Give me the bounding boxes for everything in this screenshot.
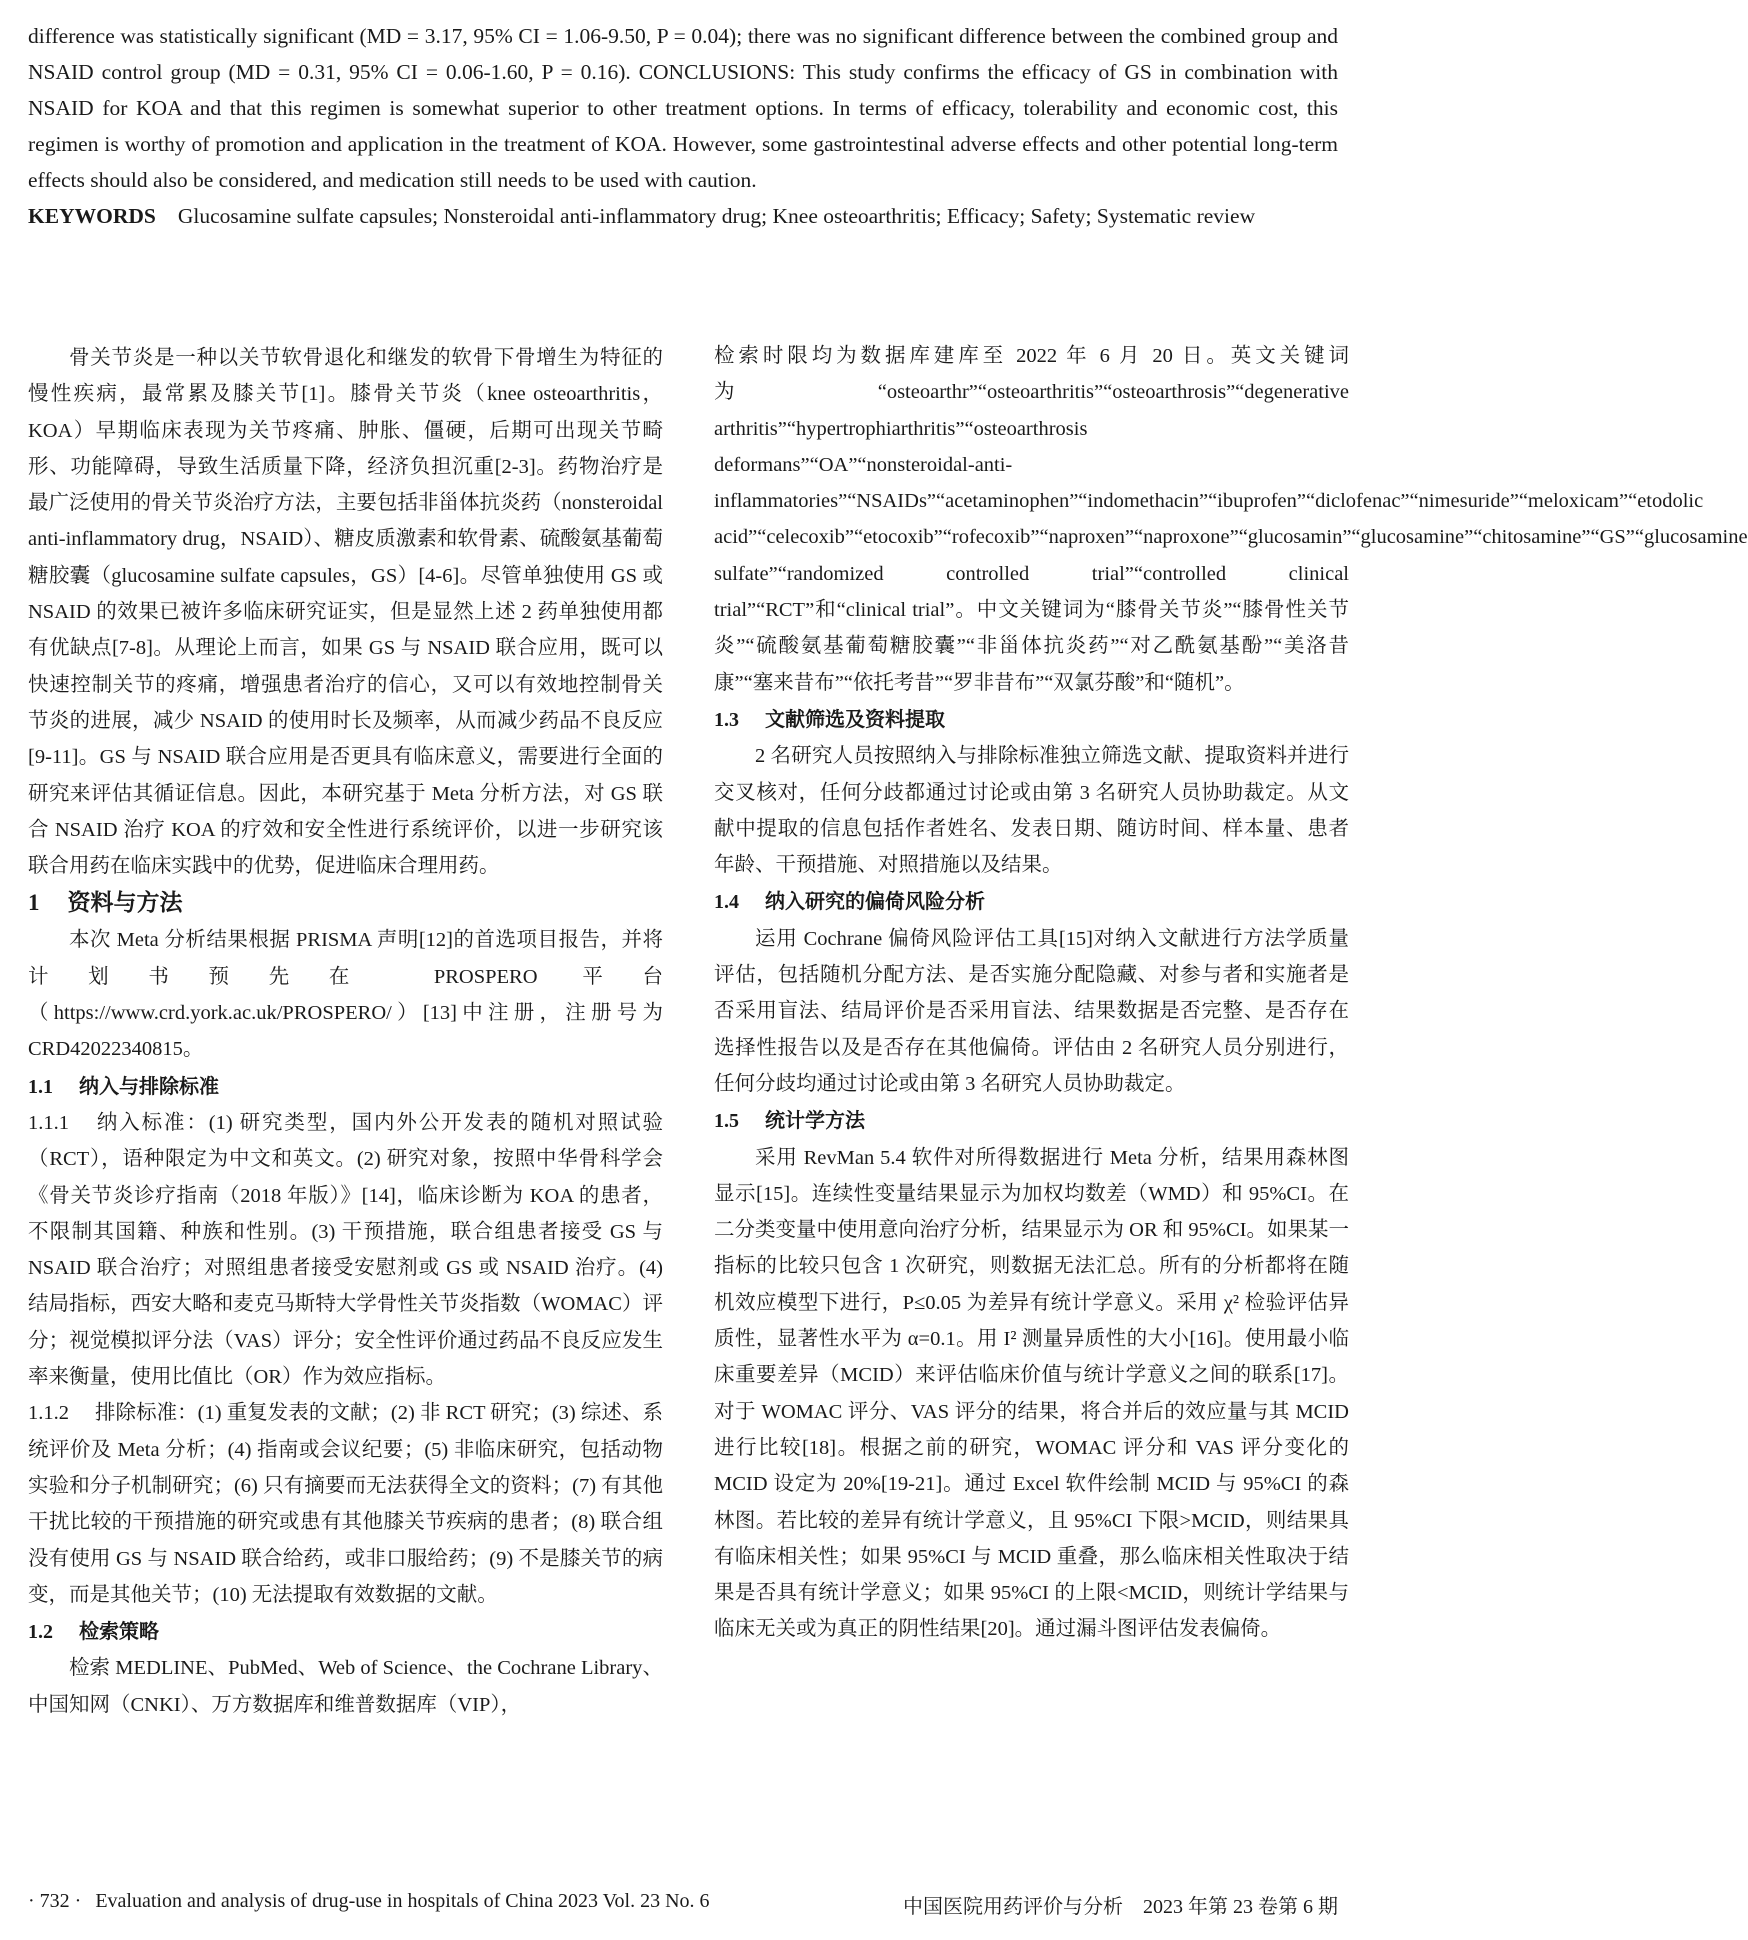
section-heading-1: 1 资料与方法 [28,890,183,917]
abstract-continuation [28,18,1338,234]
search-strategy-paragraph-start: 检索 MEDLINE、PubMed、Web of Science、the Cochrane Library、中国知网（CNKI）、万方数据库和维普数据库（VIP）， [28,1657,663,1716]
section-1-paragraph: 本次 Meta 分析结果根据 PRISMA 声明[12]的首选项目报告，并将计划书预先在 PROSPERO 平台（https://www.crd.york.ac.uk/PROSPERO/）[13]中注册，注册号为 CRD42022340815。 [28,929,663,1061]
section-heading-1-4: 1.4 纳入研究的偏倚风险分析 [714,889,985,914]
intro-paragraph: 骨关节炎是一种以关节软骨退化和继发的软骨下骨增生为特征的慢性疾病，最常累及膝关节[1]。膝骨关节炎（knee osteoarthritis，KOA）早期临床表现为关节疼痛、肿胀、僵硬，后期可出现关节畸形、功能障碍，导致生活质量下降，经济负担沉重[2-3]。药物治疗是最广泛使用的骨关节炎治疗方法，主要包括非甾体抗炎药（nonsteroidal anti-inflammatory drug，NSAID）、糖皮质激素和软骨素、硫酸氨基葡萄糖胶囊（glucosamine sulfate capsules，GS）[4-6]。尽管单独使用 GS 或 NSAID 的效果已被许多临床研究证实，但是显然上述 2 药单独使用都有优缺点[7-8]。从理论上而言，如果 GS 与 NSAID 联合应用，既可以快速控制关节的疼痛，增强患者治疗的信心，又可以有效地控制骨关节炎的进展，减少 NSAID 的使用时长及频率，从而减少药品不良反应[9-11]。GS 与 NSAID 联合应用是否更具有临床意义，需要进行全面的研究来评估其循证信息。因此，本研究基于 Meta 分析方法，对 GS 联合 NSAID 治疗 KOA 的疗效和安全性进行系统评价，以进一步研究该联合用药在临床实践中的优势，促进临床合理用药。 [28,347,663,878]
section-heading-1-2: 1.2 检索策略 [28,1619,159,1644]
footer-left [28,1890,710,1919]
section-heading-1-5: 1.5 统计学方法 [714,1108,865,1133]
screening-paragraph: 2 名研究人员按照纳入与排除标准独立筛选文献、提取资料并进行交叉核对，任何分歧都通过讨论或由第 3 名研究人员协助裁定。从文献中提取的信息包括作者姓名、发表日期、随访时间、样本量、患者年龄、干预措施、对照措施以及结果。 [714,745,1349,877]
section-heading-1-3: 1.3 文献筛选及资料提取 [714,706,945,731]
left-column [28,340,663,1723]
journal-name-cn: 中国医院用药评价与分析 2023 年第 23 卷第 6 期 [903,1896,1338,1918]
right-column [714,338,1748,1648]
journal-name-en: Evaluation and analysis of drug-use in hospitals of China 2023 Vol. 23 No. 6 [95,1890,710,1912]
page-number: · 732 · [28,1890,82,1912]
bias-risk-paragraph: 运用 Cochrane 偏倚风险评估工具[15]对纳入文献进行方法学质量评估，包括随机分配方法、是否实施分配隐藏、对参与者和实施者是否采用盲法、结局评价是否采用盲法、结果数据是否完整、是否存在选择性报告以及是否存在其他偏倚。评估由 2 名研究人员分别进行，任何分歧均通过讨论或由第 3 名研究人员协助裁定。 [714,927,1349,1095]
page-footer [28,1890,1338,1919]
exclusion-criteria: 1.1.2 排除标准：(1) 重复发表的文献；(2) 非 RCT 研究；(3) 综述、系统评价及 Meta 分析；(4) 指南或会议纪要；(5) 非临床研究，包括动物实验和分子机制研究；(6) 只有摘要而无法获得全文的资料；(7) 有其他干扰比较的干预措施的研究或患有其他膝关节疾病的患者；(8) 联合组没有使用 GS 与 NSAID 联合给药，或非口服给药；(9) 不是膝关节的病变，而是其他关节；(10) 无法提取有效数据的文献。 [28,1402,663,1606]
keywords [28,198,1338,234]
statistics-paragraph: 采用 RevMan 5.4 软件对所得数据进行 Meta 分析，结果用森林图显示[15]。连续性变量结果显示为加权均数差（WMD）和 95%CI。在二分类变量中使用意向治疗分析，结果显示为 OR 和 95%CI。如果某一指标的比较只包含 1 次研究，则数据无法汇总。所有的分析都将在随机效应模型下进行，P≤0.05 为差异有统计学意义。采用 χ² 检验评估异质性，显著性水平为 α=0.1。用 I² 测量异质性的大小[16]。使用最小临床重要差异（MCID）来评估临床价值与统计学意义之间的联系[17]。对于 WOMAC 评分、VAS 评分的结果，将合并后的效应量与其 MCID 进行比较[18]。根据之前的研究，WOMAC 评分和 VAS 评分变化的 MCID 设定为 20%[19-21]。通过 Excel 软件绘制 MCID 与 95%CI 的森林图。若比较的差异有统计学意义，且 95%CI 下限>MCID，则结果具有临床相关性；如果 95%CI 与 MCID 重叠，那么临床相关性取决于结果是否具有统计学意义；如果 95%CI 的上限<MCID，则统计学结果与临床无关或为真正的阴性结果[20]。通过漏斗图评估发表偏倚。 [714,1146,1349,1641]
section-heading-1-1: 1.1 纳入与排除标准 [28,1073,219,1098]
abstract-text: difference was statistically significant (MD = 3.17, 95% CI = 1.06-9.50, P = 0.04); there was no significant difference between the combined group and NSAID control group (MD = 0.31, 95% CI = 0.06-1.60, P = 0.16). CONCLUSIONS: This study confirms the efficacy of GS in combination with NSAID for KOA and that this regimen is somewhat superior to other treatment options. In terms of efficacy, tolerability and economic cost, this regimen is worthy of promotion and application in the treatment of KOA. However, some gastrointestinal adverse effects and other potential long-term effects should also be considered, and medication still needs to be used with caution. [28,24,1338,192]
keywords-list: Glucosamine sulfate capsules; Nonsteroidal anti-inflammatory drug; Knee osteoarthritis; Efficacy; Safety; Systematic review [177,204,1256,228]
inclusion-criteria: 1.1.1 纳入标准：(1) 研究类型，国内外公开发表的随机对照试验（RCT），语种限定为中文和英文。(2) 研究对象，按照中华骨科学会《骨关节炎诊疗指南（2018 年版）》[14]，临床诊断为 KOA 的患者，不限制其国籍、种族和性别。(3) 干预措施，联合组患者接受 GS 与 NSAID 联合治疗；对照组患者接受安慰剂或 GS 或 NSAID 治疗。(4) 结局指标，西安大略和麦克马斯特大学骨性关节炎指数（WOMAC）评分；视觉模拟评分法（VAS）评分；安全性评价通过药品不良反应发生率来衡量，使用比值比（OR）作为效应指标。 [28,1111,663,1389]
keywords-label: KEYWORDS [28,204,156,228]
search-strategy-paragraph-cont: 检索时限均为数据库建库至 2022 年 6 月 20 日。英文关键词为“osteoarthr”“osteoarthritis”“osteoarthrosis”“degenerative arthritis”“hypertrophiarthritis”“osteoarthrosis deformans”“OA”“nonsteroidal-anti-inflammatories”“NSAIDs”“acetaminophen”“indomethacin”“ibuprofen”“diclofenac”“nimesuride”“meloxicam”“etodolic acid”“celecoxib”“etocoxib”“rofecoxib”“naproxen”“naproxone”“glucosamin”“glucosamine”“chitosamine”“GS”“glucosamine sulfate”“randomized controlled trial”“controlled clinical trial”“RCT”和“clinical trial”。中文关键词为“膝骨关节炎”“膝骨性关节炎”“硫酸氨基葡萄糖胶囊”“非甾体抗炎药”“对乙酰氨基酚”“美洛昔康”“塞来昔布”“依托考昔”“罗非昔布”“双氯芬酸”和“随机”。 [714,345,1748,694]
